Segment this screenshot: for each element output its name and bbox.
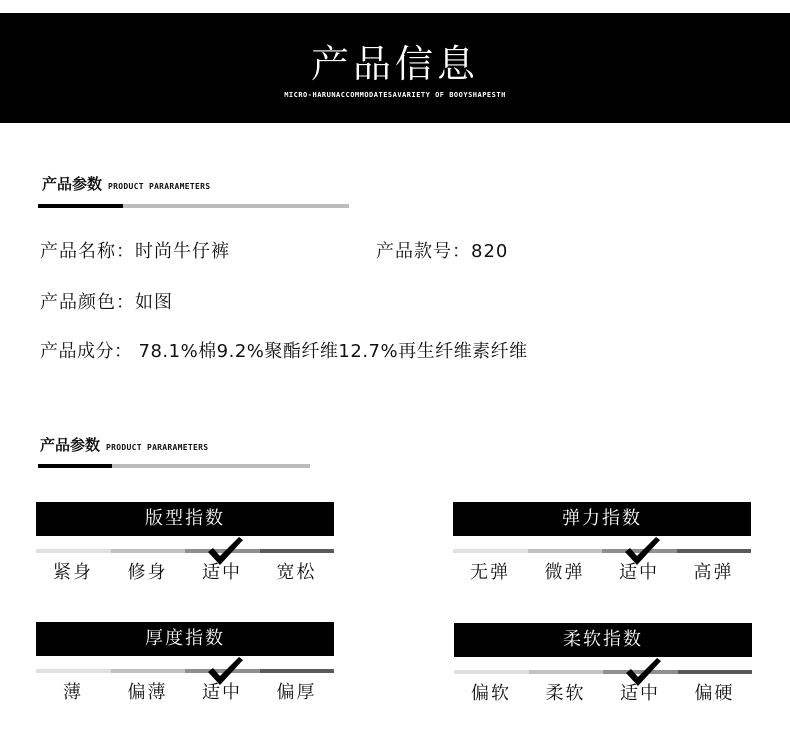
softness-index [454, 623, 752, 704]
fit-option-label: 紧身 [53, 562, 93, 583]
thickness-scale-segment [260, 669, 335, 673]
info-code-value: 820 [471, 241, 509, 262]
elasticity-scale-segment [528, 549, 603, 553]
info-name-label: 产品名称： [40, 241, 135, 262]
section-title-1-cn: 产品参数 [42, 175, 103, 193]
softness-option-label: 偏硬 [694, 683, 735, 704]
softness-option-label: 柔软 [545, 683, 586, 704]
banner-subtitle: MICRO-HARUNACCOMMODATESAVARIETY OF BOOYSHAPESTH [284, 91, 506, 99]
elasticity-option-label: 微弹 [544, 562, 585, 583]
elasticity-option-label: 适中 [619, 562, 659, 583]
fit-index [36, 502, 334, 583]
check-icon [205, 655, 245, 687]
section-divider-2 [38, 464, 310, 468]
elasticity-index [453, 502, 751, 583]
fit-index-title: 版型指数 [36, 502, 334, 536]
softness-scale-segment [678, 670, 753, 674]
thickness-index-title: 厚度指数 [36, 622, 334, 656]
fit-scale-segment [36, 549, 111, 553]
check-icon [623, 656, 663, 688]
softness-scale-segment [529, 670, 604, 674]
thickness-option-label: 薄 [63, 682, 83, 703]
elasticity-scale-segment [677, 549, 752, 553]
section-title-2-cn: 产品参数 [40, 436, 101, 454]
fit-scale-segment [260, 549, 335, 553]
softness-index-title: 柔软指数 [454, 623, 752, 657]
thickness-option-label: 偏厚 [276, 682, 317, 703]
info-material-row [40, 337, 528, 363]
header-banner [0, 13, 790, 123]
softness-option-label: 偏软 [471, 683, 511, 704]
softness-scale-segment [454, 670, 529, 674]
section-divider-1 [38, 204, 349, 208]
banner-title: 产品信息 [310, 42, 479, 86]
section-title-1-en: PRODUCT PARARAMETERS [108, 182, 211, 191]
info-code-row [376, 237, 508, 263]
elasticity-option-label: 高弹 [693, 562, 734, 583]
info-color-row [40, 288, 173, 314]
fit-option-label: 修身 [127, 562, 168, 583]
elasticity-index-title: 弹力指数 [453, 502, 751, 536]
fit-scale-segment [111, 549, 186, 553]
elasticity-option-label: 无弹 [470, 562, 510, 583]
fit-option-label: 适中 [202, 562, 242, 583]
check-icon [205, 535, 245, 567]
thickness-option-label: 适中 [202, 682, 242, 703]
thickness-index [36, 622, 334, 703]
info-material-label: 产品成分： [40, 341, 133, 362]
softness-option-label: 适中 [620, 683, 660, 704]
section-title-2 [40, 434, 208, 455]
info-code-label: 产品款号： [376, 241, 471, 262]
thickness-scale-segment [36, 669, 111, 673]
check-icon [622, 535, 662, 567]
info-color-label: 产品颜色： [40, 292, 135, 313]
section-title-2-en: PRODUCT PARARAMETERS [106, 443, 209, 452]
info-name-value: 时尚牛仔裤 [135, 241, 230, 262]
thickness-option-label: 偏薄 [127, 682, 168, 703]
fit-option-label: 宽松 [276, 562, 317, 583]
thickness-scale-segment [111, 669, 186, 673]
info-name-row [40, 237, 230, 263]
info-color-value: 如图 [135, 292, 173, 313]
elasticity-scale-segment [453, 549, 528, 553]
info-material-value: 78.1%棉9.2%聚酯纤维12.7%再生纤维素纤维 [138, 341, 528, 362]
section-title-1 [42, 173, 210, 194]
